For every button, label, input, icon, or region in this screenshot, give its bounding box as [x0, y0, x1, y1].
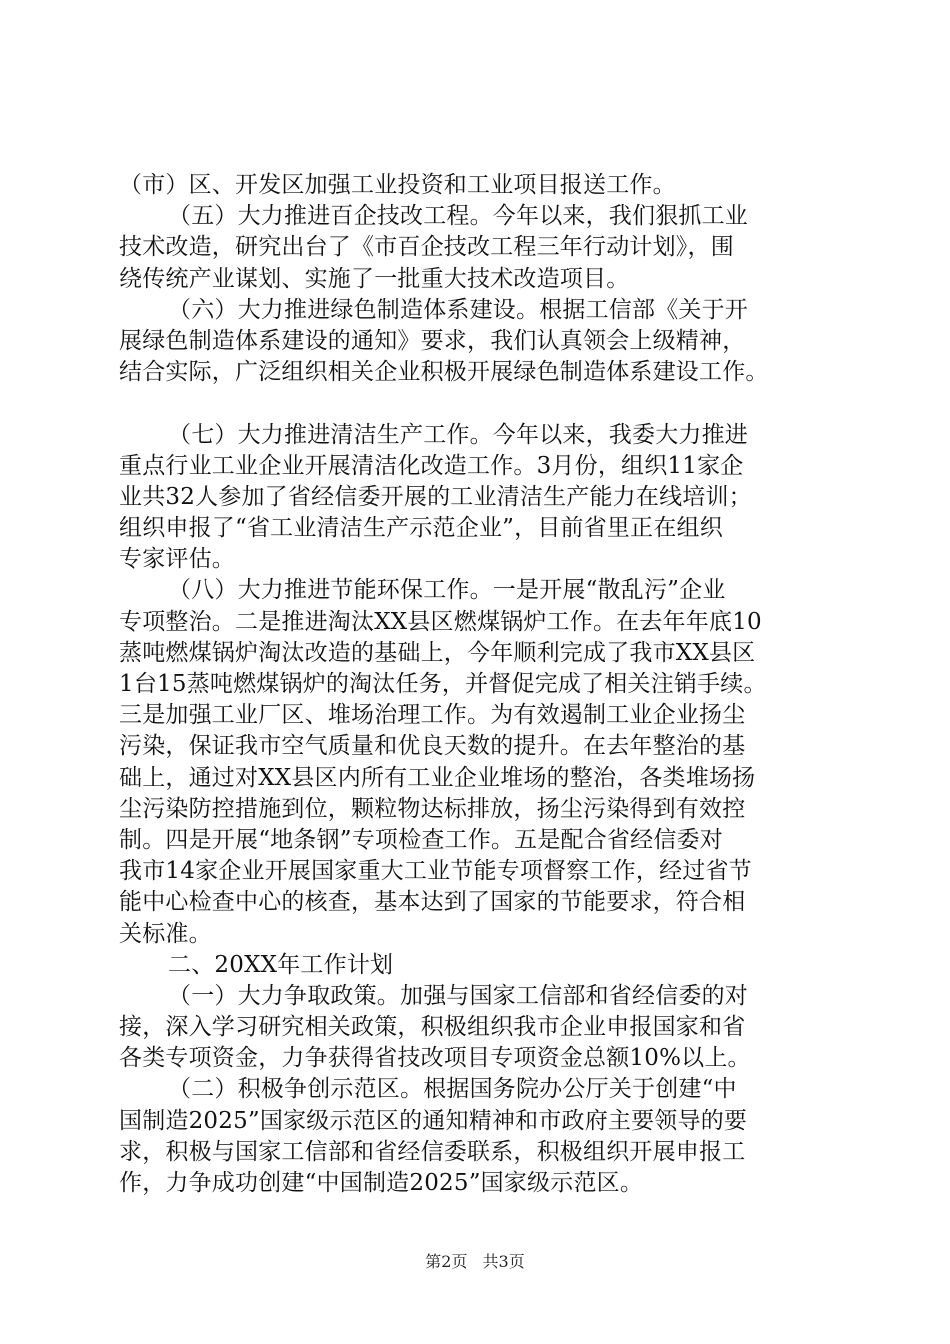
text-line: 技术改造，研究出台了《市百企技改工程三年行动计划》，围 — [119, 234, 734, 261]
text-line: （七）大力推进清洁生产工作。今年以来，我委大力推进 — [168, 421, 748, 448]
text-line: 展绿色制造体系建设的通知》要求，我们认真领会上级精神， — [119, 327, 746, 354]
paragraph-gap — [119, 388, 859, 419]
page-total: 共3页 — [482, 1252, 525, 1271]
text-line: 能中心检查中心的核查，基本达到了国家的节能要求，符合相 — [119, 889, 746, 916]
text-line: 业共32人参加了省经信委开展的工业清洁生产能力在线培训； — [119, 483, 752, 510]
page-number: 第2页 — [425, 1252, 468, 1271]
text-line: 蒸吨燃煤锅炉淘汰改造的基础上，今年顺利完成了我市XX县区 — [119, 639, 756, 666]
text-line: 我市14家企业开展国家重大工业节能专项督察工作，经过省节 — [119, 858, 752, 885]
text-line: 三是加强工业厂区、堆场治理工作。为有效遏制工业企业扬尘 — [119, 702, 746, 729]
text-line: 各类专项资金，力争获得省技改项目专项资金总额10%以上。 — [119, 1045, 751, 1072]
text-line: 重点行业工业企业开展清洁化改造工作。3月份，组织11家企 — [119, 452, 744, 479]
text-line: 绕传统产业谋划、实施了一批重大技术改造项目。 — [119, 265, 630, 292]
text-line: 求，积极与国家工信部和省经信委联系，积极组织开展申报工 — [119, 1138, 746, 1165]
text-line: （一）大力争取政策。加强与国家工信部和省经信委的对 — [168, 982, 748, 1009]
text-line: 接，深入学习研究相关政策，积极组织我市企业申报国家和省 — [119, 1014, 746, 1041]
document-body — [119, 170, 859, 1199]
text-line: （市）区、开发区加强工业投资和工业项目报送工作。 — [119, 172, 676, 198]
text-line: （五）大力推进百企技改工程。今年以来，我们狠抓工业 — [168, 203, 748, 230]
page-footer — [0, 1249, 950, 1272]
text-line: 结合实际，广泛组织相关企业积极开展绿色制造体系建设工作。 — [119, 359, 769, 386]
text-line: 尘污染防控措施到位，颗粒物达标排放，扬尘污染得到有效控 — [119, 795, 746, 822]
text-line: 国制造2025”国家级示范区的通知精神和市政府主要领导的要 — [119, 1107, 748, 1134]
text-line: （六）大力推进绿色制造体系建设。根据工信部《关于开 — [168, 296, 748, 323]
section-heading: 二、20XX年工作计划 — [168, 951, 394, 978]
text-line: 制。四是开展“地条钢”专项检查工作。五是配合省经信委对 — [119, 826, 723, 853]
text-line: （二）积极争创示范区。根据国务院办公厅关于创建“中 — [168, 1076, 737, 1103]
text-line: 1台15蒸吨燃煤锅炉的淘汰任务，并督促完成了相关注销手续。 — [119, 671, 767, 697]
text-line: 关标准。 — [119, 920, 212, 947]
text-line: 专家评估。 — [119, 546, 235, 573]
text-line: 作，力争成功创建“中国制造2025”国家级示范区。 — [119, 1170, 644, 1196]
text-line: 组织申报了“省工业清洁生产示范企业”，目前省里正在组织 — [119, 515, 723, 542]
text-line: 专项整治。二是推进淘汰XX县区燃煤锅炉工作。在去年年底10 — [119, 608, 762, 635]
text-line: 础上，通过对XX县区内所有工业企业堆场的整治，各类堆场扬 — [119, 764, 756, 791]
text-line: （八）大力推进节能环保工作。一是开展“散乱污”企业 — [168, 577, 726, 604]
text-line: 污染，保证我市空气质量和优良天数的提升。在去年整治的基 — [119, 733, 746, 760]
